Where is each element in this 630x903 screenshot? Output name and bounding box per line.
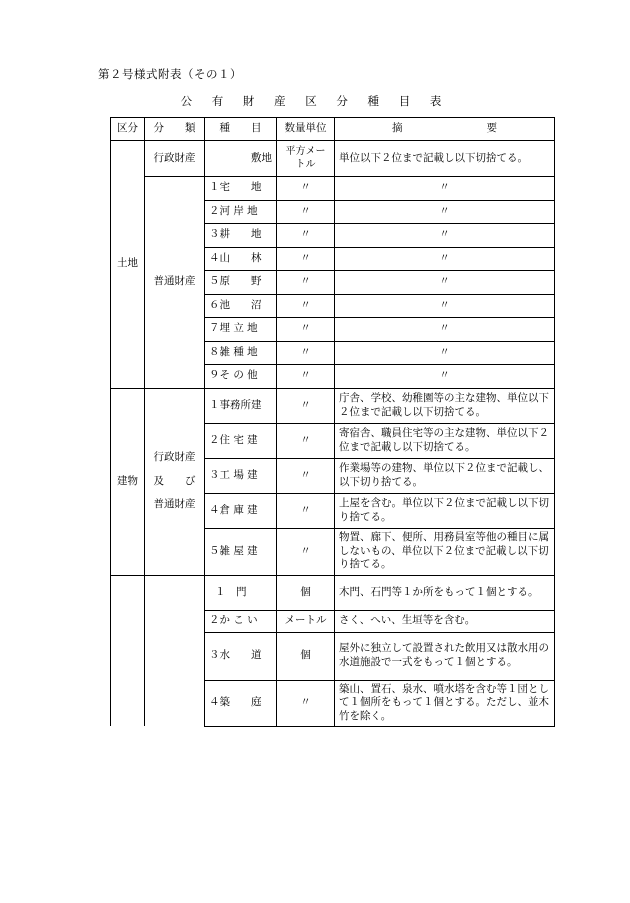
bunrui-futsu: 普通財産	[145, 177, 205, 389]
shumoku-cell: １宅 地	[205, 177, 277, 201]
shumoku-cell: ４山 林	[205, 247, 277, 271]
unit-cell: 〃	[277, 680, 335, 726]
unit-cell: 〃	[277, 458, 335, 493]
remarks-cell: 〃	[335, 177, 555, 201]
bunrui-line: 及 び	[153, 474, 196, 487]
remarks-cell: 〃	[335, 247, 555, 271]
bunrui-building	[145, 388, 205, 575]
unit-cell: 個	[277, 575, 335, 610]
unit-cell: 〃	[277, 224, 335, 248]
kubun-building: 建物	[111, 388, 145, 575]
unit-cell: メートル	[277, 610, 335, 632]
unit-cell: 〃	[277, 200, 335, 224]
bunrui-line: 普通財産	[153, 498, 196, 511]
unit-cell: 〃	[277, 365, 335, 389]
remarks-cell: 〃	[335, 200, 555, 224]
shumoku-cell: ５雑 屋 建	[205, 528, 277, 575]
shumoku-cell: 敷地	[205, 141, 277, 177]
remarks-cell: 上屋を含む。単位以下２位まで記載し以下切り捨てる。	[335, 493, 555, 528]
remarks-cell: 物置、廊下、便所、用務員室等他の種目に属しないもの、単位以下２位まで記載し以下切り捨てる。	[335, 528, 555, 575]
header-shumoku: 種 目	[205, 118, 277, 141]
bunrui-structures	[145, 575, 205, 726]
property-classification-table	[110, 117, 555, 727]
unit-cell: 〃	[277, 341, 335, 365]
unit-cell: 個	[277, 632, 335, 680]
remarks-cell: さく、へい、生垣等を含む。	[335, 610, 555, 632]
table-row	[111, 141, 555, 177]
unit-cell: 〃	[277, 423, 335, 458]
bunrui-line: 行政財産	[153, 451, 196, 464]
shumoku-cell: ３工 場 建	[205, 458, 277, 493]
remarks-cell: 庁舎、学校、幼稚園等の主な建物、単位以下２位まで記載し以下切捨てる。	[335, 388, 555, 423]
remarks-cell: 寄宿舎、職員住宅等の主な建物、単位以下２位まで記載し以下切捨てる。	[335, 423, 555, 458]
unit-cell: 〃	[277, 294, 335, 318]
remarks-cell: 築山、置石、泉水、噴水塔を含む等１団として１個所をもって１個とする。ただし、並木竹を除く。	[335, 680, 555, 726]
remarks-cell: 作業場等の建物、単位以下２位まで記載し、以下切り捨てる。	[335, 458, 555, 493]
shumoku-cell: ２住 宅 建	[205, 423, 277, 458]
remarks-cell: 屋外に独立して設置された飲用又は散水用の水道施設で一式をもって１個とする。	[335, 632, 555, 680]
shumoku-cell: ６池 沼	[205, 294, 277, 318]
form-heading: 第２号様式附表（その１）	[98, 67, 242, 81]
remarks-cell: 木門、石門等１か所をもって１個とする。	[335, 575, 555, 610]
unit-cell: 〃	[277, 247, 335, 271]
table-row	[111, 177, 555, 201]
header-remarks: 摘 要	[335, 118, 555, 141]
table-header-row	[111, 118, 555, 141]
shumoku-cell: ５原 野	[205, 271, 277, 295]
table-row	[111, 575, 555, 610]
shumoku-cell: ２か こ い	[205, 610, 277, 632]
unit-cell: 〃	[277, 177, 335, 201]
shumoku-cell: ７埋 立 地	[205, 318, 277, 342]
bunrui-gyosei: 行政財産	[145, 141, 205, 177]
table-title: 公 有 財 産 区 分 種 目 表	[180, 94, 450, 108]
kubun-land: 土地	[111, 141, 145, 389]
shumoku-cell: １事務所建	[205, 388, 277, 423]
header-kubun: 区分	[111, 118, 145, 141]
remarks-cell: 〃	[335, 318, 555, 342]
remarks-cell: 〃	[335, 271, 555, 295]
unit-cell: 〃	[277, 318, 335, 342]
shumoku-cell: ９そ の 他	[205, 365, 277, 389]
kubun-structures	[111, 575, 145, 726]
header-bunrui: 分 類	[145, 118, 205, 141]
shumoku-cell: ３耕 地	[205, 224, 277, 248]
table-row	[111, 388, 555, 423]
shumoku-cell: ４倉 庫 建	[205, 493, 277, 528]
shumoku-cell: ２河 岸 地	[205, 200, 277, 224]
unit-cell: 〃	[277, 388, 335, 423]
unit-cell: 〃	[277, 528, 335, 575]
shumoku-cell: ３水 道	[205, 632, 277, 680]
remarks-cell: 〃	[335, 224, 555, 248]
shumoku-cell: ８雑 種 地	[205, 341, 277, 365]
shumoku-cell: １ 門	[205, 575, 277, 610]
remarks-cell: 〃	[335, 365, 555, 389]
remarks-cell: 〃	[335, 294, 555, 318]
shumoku-cell: ４築 庭	[205, 680, 277, 726]
header-unit: 数量単位	[277, 118, 335, 141]
unit-cell: 〃	[277, 493, 335, 528]
unit-cell: 〃	[277, 271, 335, 295]
remarks-cell: 〃	[335, 341, 555, 365]
remarks-cell: 単位以下２位まで記載し以下切捨てる。	[335, 141, 555, 177]
unit-cell: 平方メートル	[277, 141, 335, 177]
